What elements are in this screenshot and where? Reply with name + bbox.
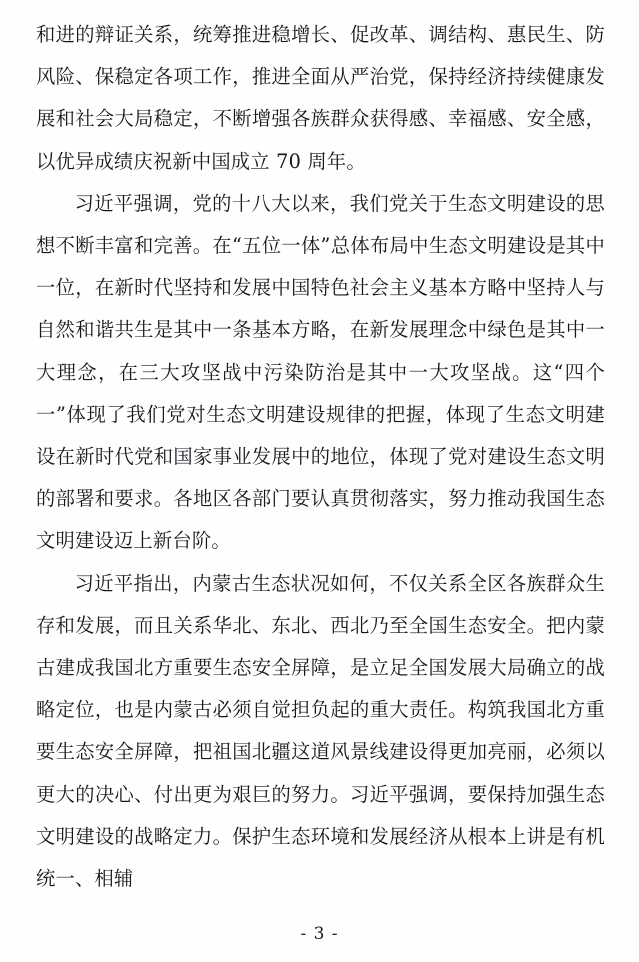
page-number: - 3 - bbox=[300, 924, 339, 944]
paragraph-3: 习近平指出，内蒙古生态状况如何，不仅关系全区各族群众生存和发展，而且关系华北、东北、西北乃至全国生态安全。把内蒙古建成我国北方重要生态安全屏障，是立足全国发展大局确立的战略定位，也是内蒙古必须自觉担负起的重大责任。构筑我国北方重要生态安全屏障，把祖国北疆这道风景线建设得更加亮丽，必须以更大的决心、付出更为艰巨的努力。习近平强调，要保持加强生态文明建设的战略定力。保护生态环境和发展经济从根本上讲是有机统一、相辅 bbox=[36, 571, 605, 891]
paragraph-2: 习近平强调，党的十八大以来，我们党关于生态文明建设的思想不断丰富和完善。在“五位一体”总体布局中生态文明建设是其中一位，在新时代坚持和发展中国特色社会主义基本方略中坚持人与自然和谐共生是其中一条基本方略，在新发展理念中绿色是其中一大理念，在三大攻坚战中污染防治是其中一大攻坚战。这“四个一”体现了我们党对生态文明建设规律的把握，体现了生态文明建设在新时代党和国家事业发展中的地位，体现了党对建设生态文明的部署和要求。各地区各部门要认真贯彻落实，努力推动我国生态文明建设迈上新台阶。 bbox=[36, 191, 605, 553]
paragraph-1: 和进的辩证关系，统筹推进稳增长、促改革、调结构、惠民生、防风险、保稳定各项工作，推进全面从严治党，保持经济持续健康发展和社会大局稳定，不断增强各族群众获得感、幸福感、安全感，以优异成绩庆祝新中国成立 70 周年。 bbox=[36, 23, 605, 173]
document-text-body bbox=[36, 14, 605, 900]
